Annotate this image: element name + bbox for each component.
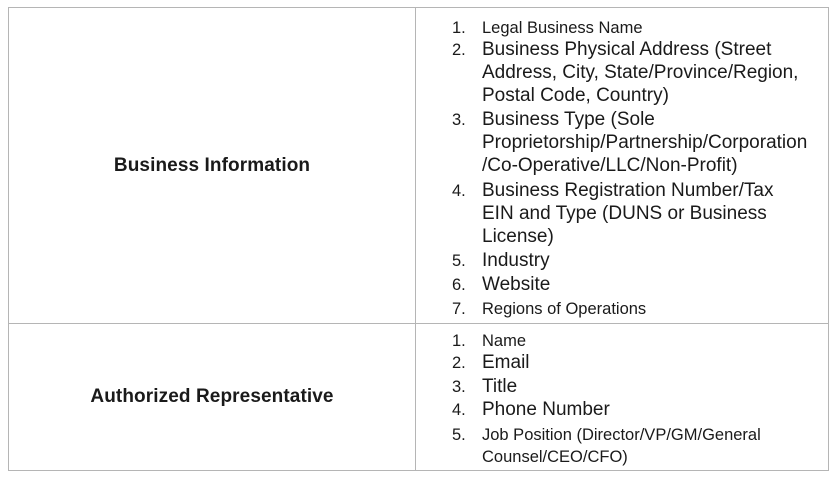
item-text: Website: [482, 274, 551, 295]
table-row-business-information: [9, 8, 828, 324]
item-text: Title: [482, 376, 518, 397]
item-number: 1.: [452, 19, 466, 37]
item-text: Business Physical Address (Street Address, City, State/Province/Region, Postal Code, Country): [482, 39, 799, 106]
item-text: Job Position (Director/VP/GM/General Counsel/CEO/CFO): [482, 426, 761, 466]
item-number: 4.: [452, 401, 466, 419]
row-label-authorized-representative: Authorized Representative: [90, 386, 334, 407]
item-number: 5.: [452, 252, 466, 270]
item-number: 5.: [452, 426, 466, 444]
item-number: 2.: [452, 354, 466, 372]
item-text: Email: [482, 352, 530, 373]
item-text: Business Registration Number/Tax EIN and Type (DUNS or Business License): [482, 180, 774, 247]
item-number: 3.: [452, 111, 466, 129]
item-number: 6.: [452, 276, 466, 294]
item-text: Industry: [482, 250, 550, 271]
item-number: 1.: [452, 332, 466, 350]
item-text: Name: [482, 332, 527, 350]
item-number: 2.: [452, 41, 466, 59]
item-number: 3.: [452, 378, 466, 396]
row-label-business-information: Business Information: [113, 154, 311, 176]
item-text: Legal Business Name: [482, 19, 643, 37]
label-cell: [9, 8, 416, 323]
requirements-table: [8, 7, 829, 471]
item-number: 4.: [452, 182, 466, 200]
item-text: Business Type (Sole Proprietorship/Partnership/Corporation /Co-Operative/LLC/Non-Profit): [482, 109, 808, 176]
item-number: 7.: [452, 300, 466, 318]
item-text: Phone Number: [482, 399, 610, 420]
label-cell: [9, 324, 416, 470]
item-text: Regions of Operations: [482, 300, 647, 318]
table-row-authorized-representative: [9, 324, 828, 470]
list-cell: [416, 8, 828, 323]
list-cell: [416, 324, 828, 470]
